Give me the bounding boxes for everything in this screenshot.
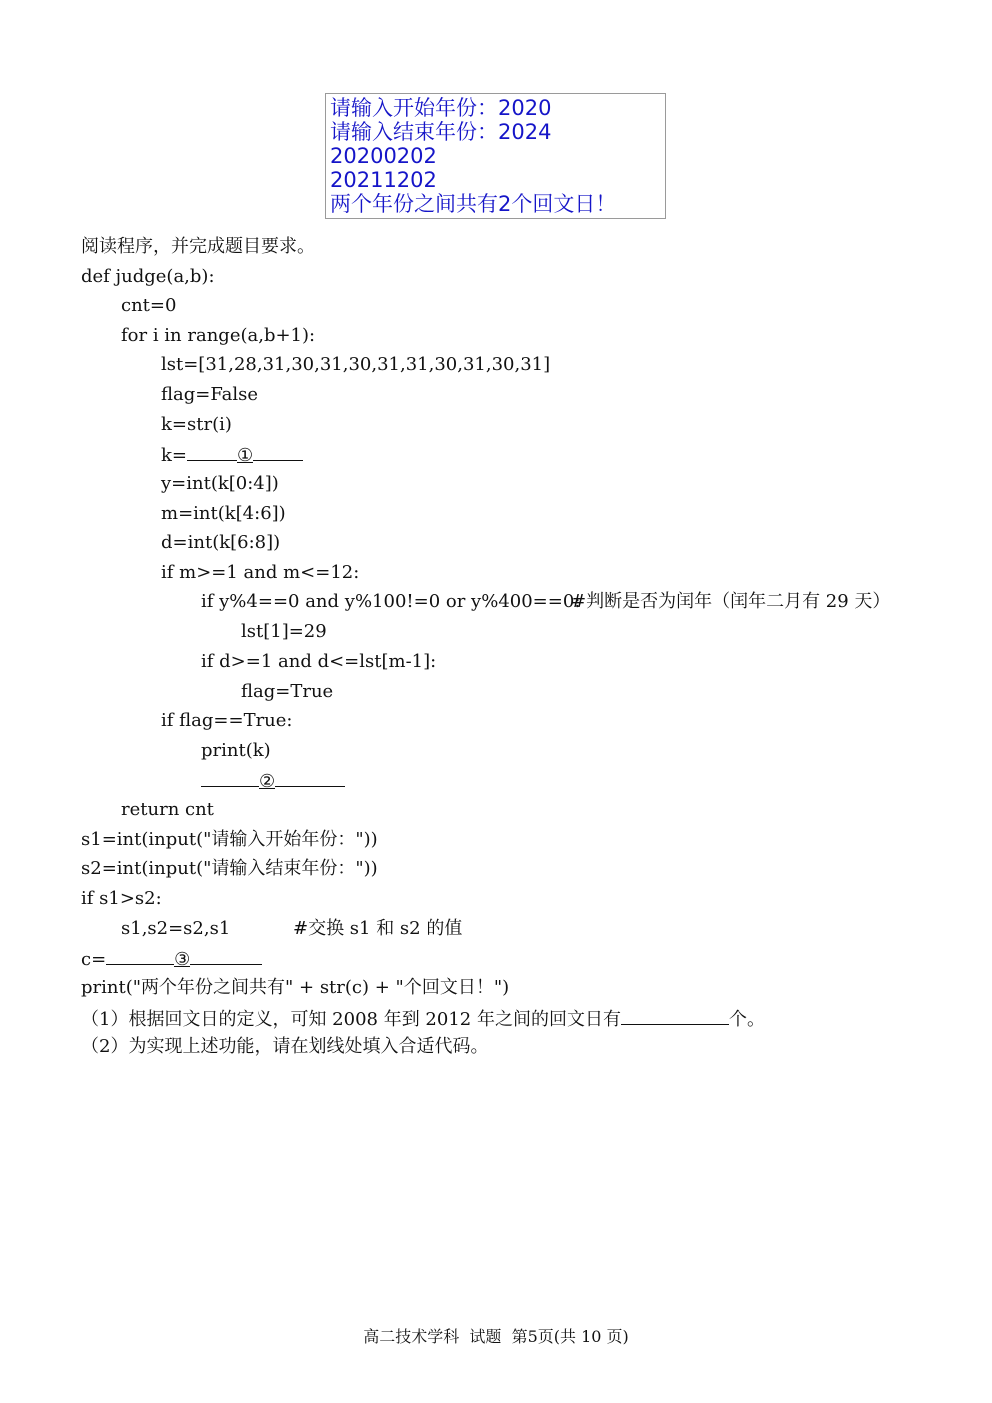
code-line-s2: s2=int(input("请输入结束年份：")) [81,858,378,879]
question-1 [81,1007,765,1029]
code-line-s1: s1=int(input("请输入开始年份：")) [81,829,378,850]
output-line-2: 请输入结束年份：2024 [330,120,552,144]
code-line-d: d=int(k[6:8]) [161,532,281,553]
question-1-suffix: 个。 [728,1009,765,1030]
code-line-flag: flag=False [161,384,258,405]
code-line-if-day: if d>=1 and d<=lst[m-1]: [201,651,437,672]
output-line-1: 请输入开始年份：2020 [330,96,552,120]
fill-blank-3-right [190,947,262,965]
code-line-m: m=int(k[4:6]) [161,503,286,524]
code-line-print-k: print(k) [201,740,271,761]
code-line-print-result: print("两个年份之间共有" + str(c) + "个回文日！") [81,977,510,998]
code-line-if-month: if m>=1 and m<=12: [161,562,360,583]
intro-text: 阅读程序，并完成题目要求。 [81,236,315,257]
output-line-5: 两个年份之间共有2个回文日！ [330,192,617,216]
code-line-blank-3-prefix: c= [81,949,107,970]
code-line-blank-3 [81,947,262,969]
code-line-def: def judge(a,b): [81,266,215,287]
code-line-kstr: k=str(i) [161,414,232,435]
question-2: （2）为实现上述功能，请在划线处填入合适代码。 [81,1036,489,1057]
program-output-screenshot [325,93,666,219]
code-line-blank-1 [161,443,303,465]
question-1-text: （1）根据回文日的定义，可知 2008 年到 2012 年之间的回文日有 [81,1009,621,1030]
fill-blank-1-left [187,443,237,461]
code-line-blank-2 [201,769,345,791]
code-line-swap: s1,s2=s2,s1 [121,918,231,939]
fill-blank-2-right [275,769,345,787]
code-line-if-swap: if s1>s2: [81,888,162,909]
code-line-return: return cnt [121,799,214,820]
code-line-lst: lst=[31,28,31,30,31,30,31,31,30,31,30,31] [161,354,551,375]
code-line-flag-true: flag=True [241,681,334,702]
code-comment-swap: #交换 s1 和 s2 的值 [293,918,463,939]
output-line-4: 20211202 [330,168,437,192]
answer-blank-q1 [621,1007,729,1025]
code-comment-leap: #判断是否为闰年（闰年二月有 29 天） [571,591,891,612]
fill-blank-1-right [253,443,303,461]
code-line-if-flag: if flag==True: [161,710,293,731]
fill-blank-2-left [201,769,259,787]
fill-blank-2-marker: ② [259,771,276,792]
fill-blank-3-marker: ③ [174,949,191,970]
fill-blank-3-left [106,947,174,965]
code-line-blank-1-prefix: k= [161,445,187,466]
code-line-cnt: cnt=0 [121,295,177,316]
output-line-3: 20200202 [330,144,437,168]
fill-blank-1-marker: ① [237,445,254,466]
code-line-y: y=int(k[0:4]) [161,473,279,494]
code-line-if-leap: if y%4==0 and y%100!=0 or y%400==0: [201,591,581,612]
code-line-for: for i in range(a,b+1): [121,325,316,346]
code-line-feb: lst[1]=29 [241,621,327,642]
page-footer: 高二技术学科 试题 第5页(共 10 页) [363,1327,629,1346]
